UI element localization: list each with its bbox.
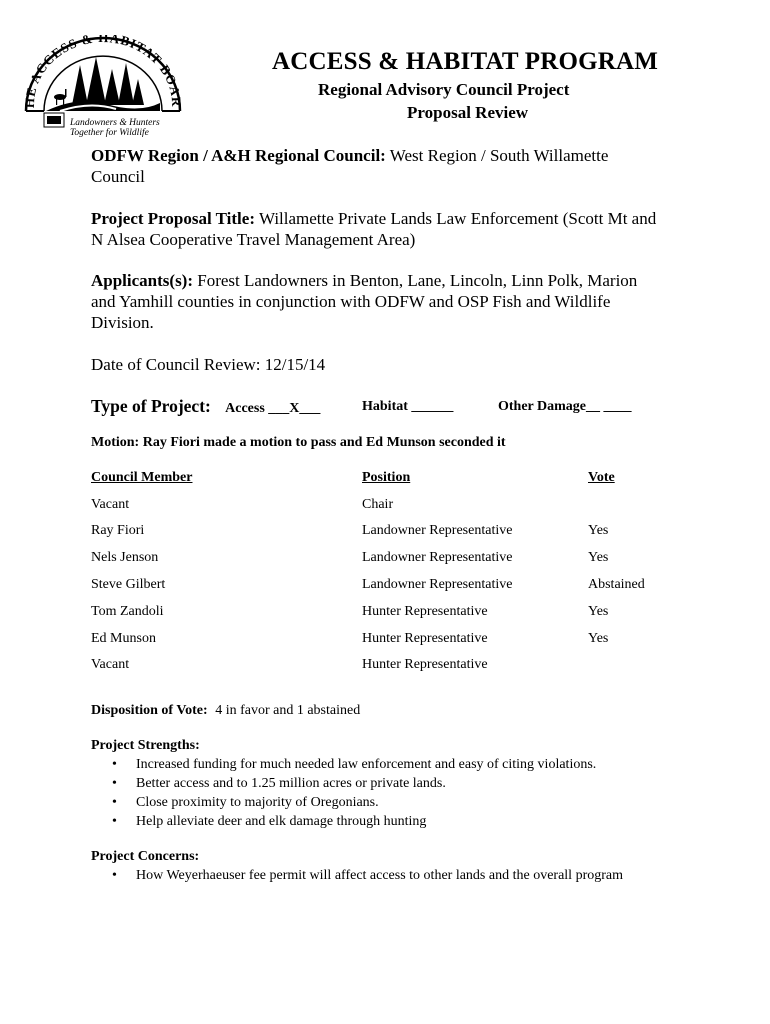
table-header-member: Council Member bbox=[91, 470, 193, 485]
project-type-habitat: Habitat ______ bbox=[362, 399, 454, 414]
table-cell-member: Ray Fiori bbox=[91, 523, 145, 538]
table-cell-position: Chair bbox=[362, 497, 394, 512]
page-subtitle: Regional Advisory Council Project bbox=[318, 80, 570, 99]
table-cell-position: Hunter Representative bbox=[362, 631, 488, 646]
motion-text: Motion: Ray Fiori made a motion to pass and Ed Munson seconded it bbox=[91, 435, 506, 450]
region-field bbox=[91, 145, 661, 187]
table-header-position: Position bbox=[362, 470, 411, 485]
region-value: West Region / South Willamette Council bbox=[91, 146, 609, 186]
disposition-value: 4 in favor and 1 abstained bbox=[215, 703, 361, 718]
list-item: • How Weyerhaeuser fee permit will affect access to other lands and the overall program bbox=[112, 866, 623, 885]
applicants-value: Forest Landowners in Benton, Lane, Lincoln, Linn Polk, Marion and Yamhill counties in conjunction with ODFW and OSP Fish and Wildlife Division. bbox=[91, 271, 638, 332]
table-cell-position: Hunter Representative bbox=[362, 657, 488, 672]
table-cell-vote: Yes bbox=[588, 523, 609, 538]
table-cell-member: Steve Gilbert bbox=[91, 577, 166, 592]
table-cell-position: Landowner Representative bbox=[362, 523, 513, 538]
list-item: • Increased funding for much needed law enforcement and easy of citing violations. bbox=[112, 755, 596, 774]
applicants-field bbox=[91, 270, 661, 333]
table-cell-member: Tom Zandoli bbox=[91, 604, 164, 619]
table-cell-vote: Abstained bbox=[588, 577, 645, 592]
strengths-heading: Project Strengths: bbox=[91, 738, 200, 753]
table-cell-member: Ed Munson bbox=[91, 631, 156, 646]
proposal-title-field bbox=[91, 208, 661, 250]
project-type-other: Other Damage__ ____ bbox=[498, 399, 632, 414]
table-cell-position: Hunter Representative bbox=[362, 604, 488, 619]
review-date: Date of Council Review: 12/15/14 bbox=[91, 355, 326, 374]
table-cell-position: Landowner Representative bbox=[362, 577, 513, 592]
list-item: • Close proximity to majority of Oregonians. bbox=[112, 793, 596, 812]
project-type-label: Type of Project: bbox=[91, 396, 211, 416]
proposal-title-label: Project Proposal Title: bbox=[91, 209, 255, 228]
list-item: • Better access and to 1.25 million acres or private lands. bbox=[112, 774, 596, 793]
disposition-label: Disposition of Vote: bbox=[91, 703, 208, 718]
strengths-list bbox=[112, 755, 596, 831]
proposal-title-value: Willamette Private Lands Law Enforcement (Scott Mt and N Alsea Cooperative Travel Management Area) bbox=[91, 209, 657, 249]
access-habitat-logo bbox=[20, 35, 185, 145]
table-cell-member: Nels Jenson bbox=[91, 550, 159, 565]
page-title: ACCESS & HABITAT PROGRAM bbox=[272, 48, 659, 75]
list-item: • Help alleviate deer and elk damage through hunting bbox=[112, 812, 596, 831]
table-cell-vote: Yes bbox=[588, 550, 609, 565]
region-label: ODFW Region / A&H Regional Council: bbox=[91, 146, 386, 165]
project-type-row bbox=[91, 396, 632, 417]
table-header-vote: Vote bbox=[588, 470, 615, 485]
logo-tagline-1: Landowners & Hunters bbox=[70, 118, 160, 128]
table-cell-member: Vacant bbox=[91, 497, 130, 512]
logo-tagline-2: Together for Wildlife bbox=[70, 128, 149, 138]
page-subtitle-2: Proposal Review bbox=[407, 103, 529, 122]
logo-ring-text: HE ACCESS & HABITAT BOAR bbox=[21, 35, 185, 109]
concerns-heading: Project Concerns: bbox=[91, 849, 200, 864]
disposition-field bbox=[91, 703, 360, 719]
project-type-access: Access ___X___ bbox=[225, 401, 321, 416]
table-cell-member: Vacant bbox=[91, 657, 130, 672]
applicants-label: Applicants(s): bbox=[91, 271, 194, 290]
table-cell-position: Landowner Representative bbox=[362, 550, 513, 565]
table-cell-vote: Yes bbox=[588, 631, 609, 646]
concerns-list bbox=[112, 866, 623, 885]
table-cell-vote: Yes bbox=[588, 604, 609, 619]
